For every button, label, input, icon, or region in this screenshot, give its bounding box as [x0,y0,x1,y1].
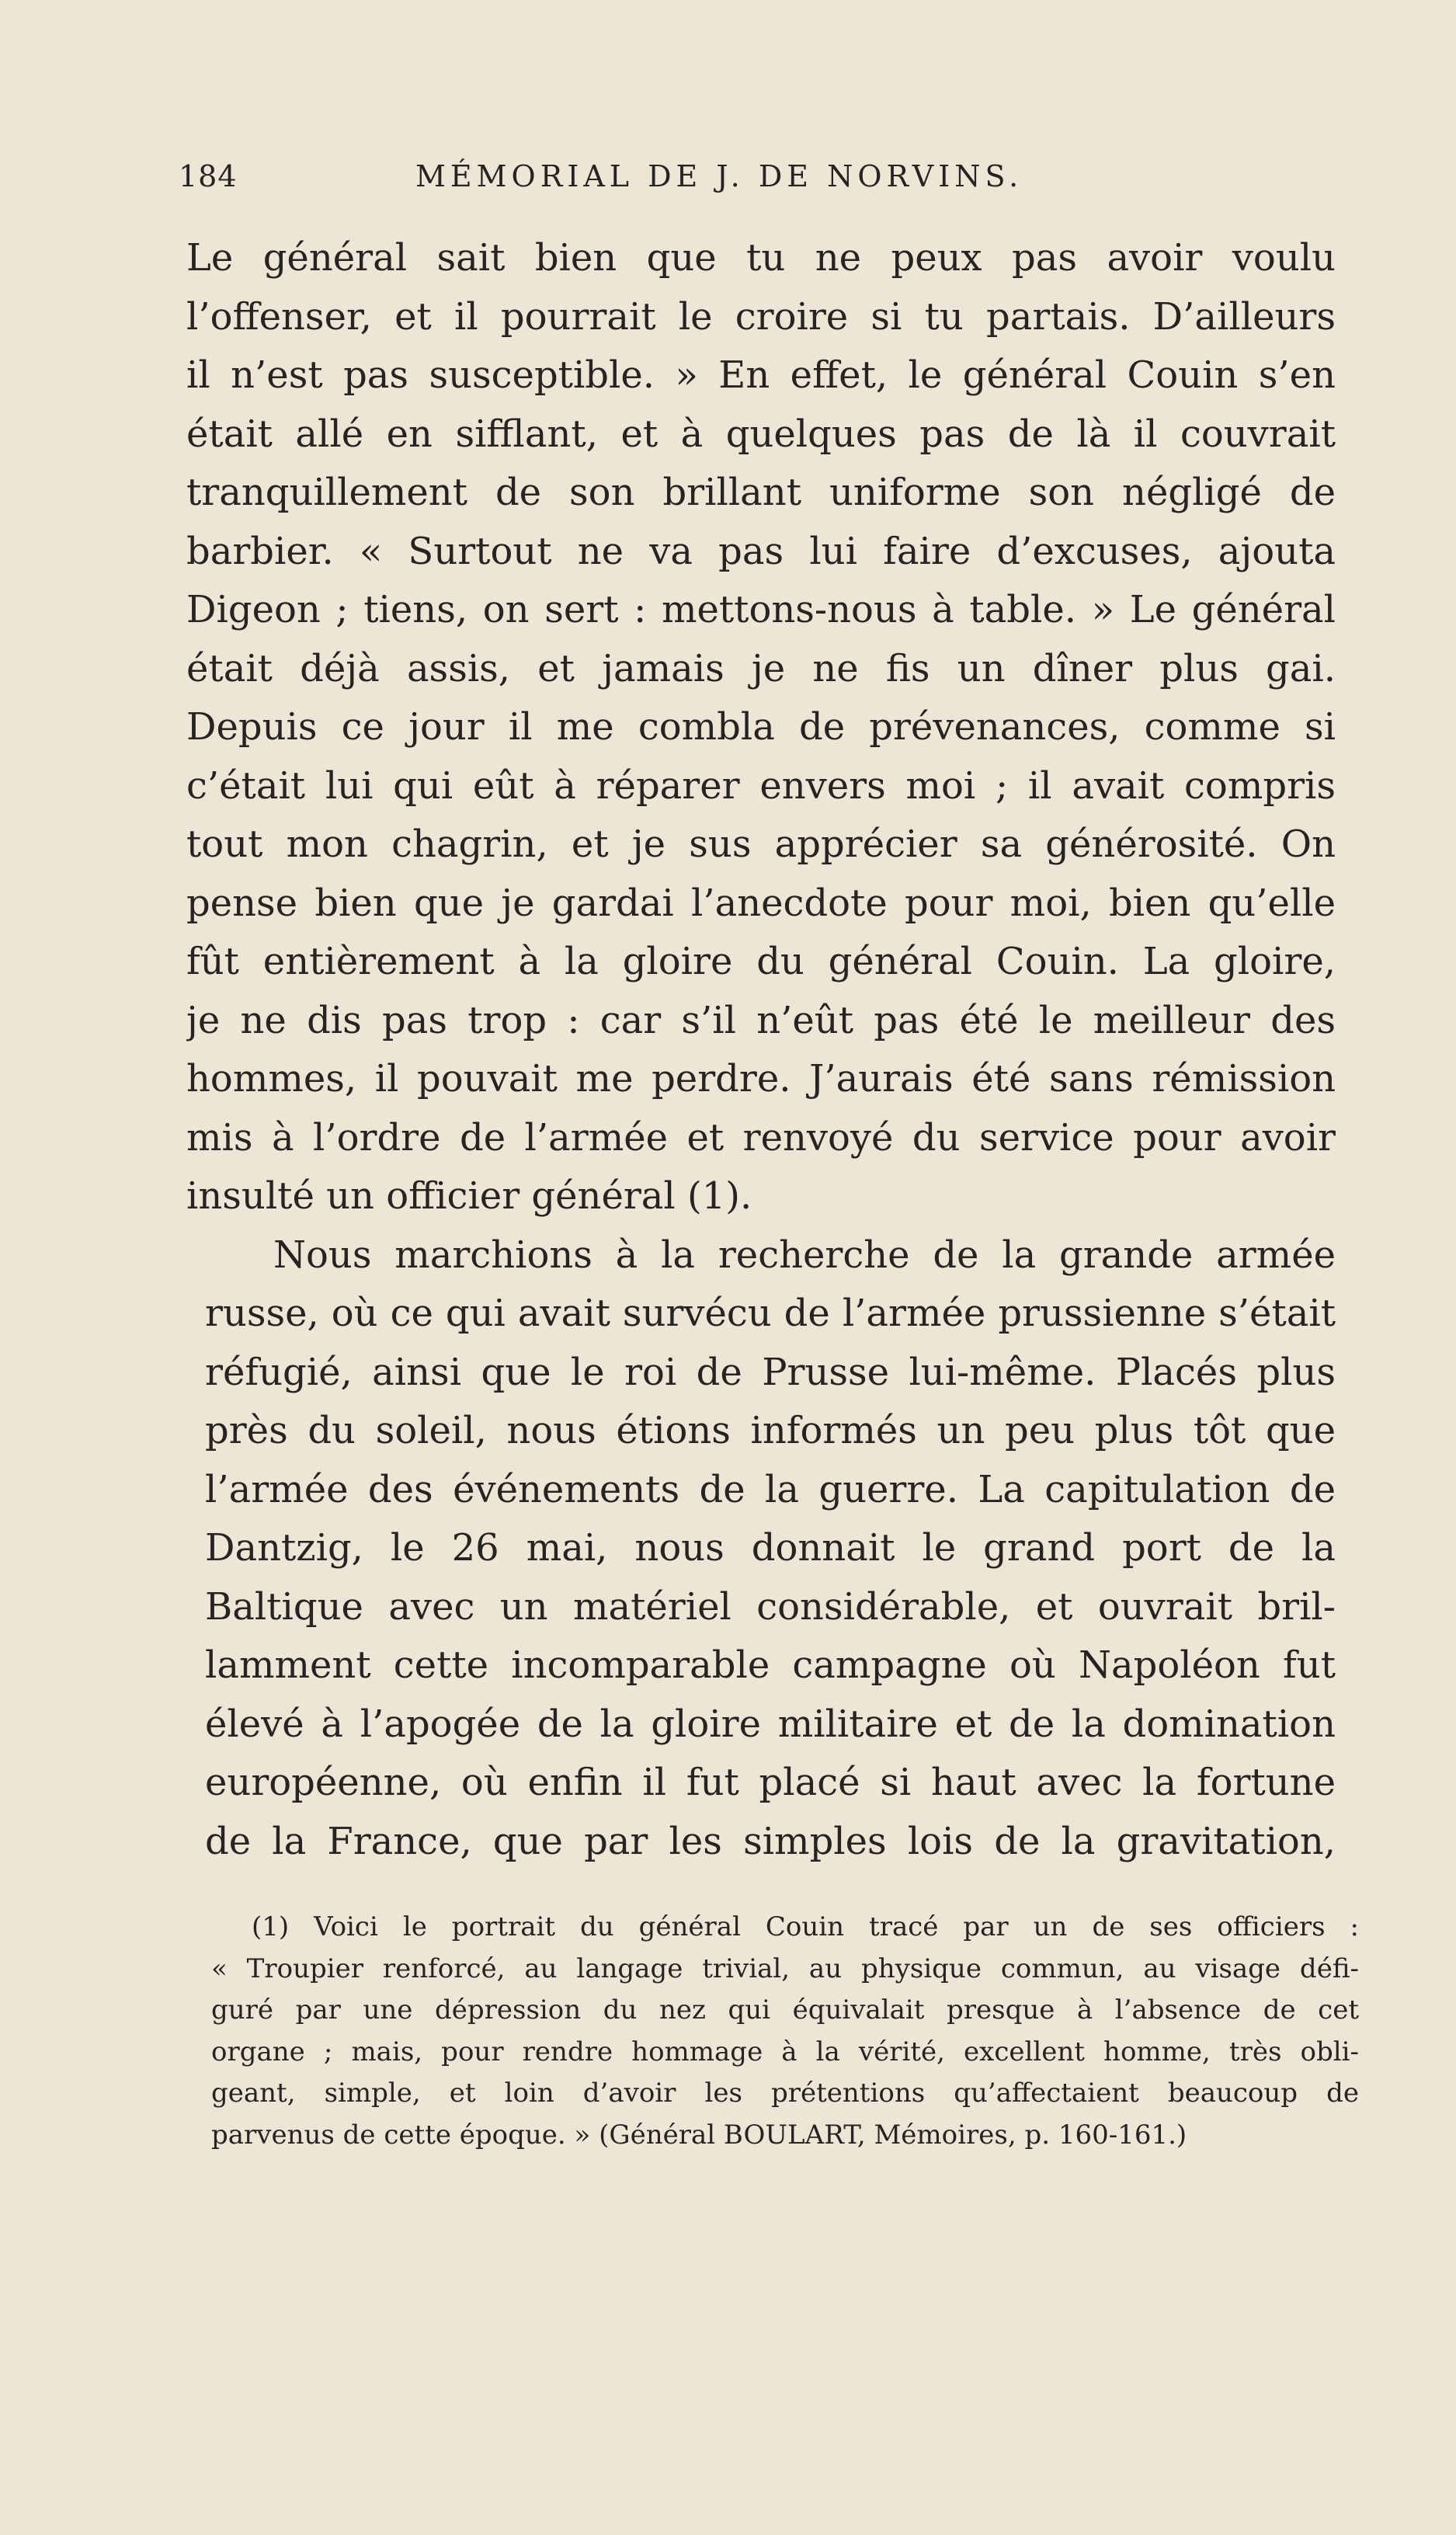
text-line: réfugié, ainsi que le roi de Prusse lui-même. Placés plus [205,1350,1336,1394]
footnote-line: organe ; mais, pour rendre hommage à la vérité, excellent homme, très obli- [211,2036,1359,2067]
text-line: il n’est pas susceptible. » En effet, le général Couin s’en [186,353,1336,397]
text-line: barbier. « Surtout ne va pas lui faire d’excuses, ajouta [186,529,1336,573]
page-number: 184 [179,159,238,193]
text-line: européenne, où enfin il fut placé si haut avec la fortune [205,1761,1336,1804]
text-line: Baltique avec un matériel considérable, et ouvrait bril- [205,1584,1336,1629]
text-line: je ne dis pas trop : car s’il n’eût pas été le meilleur des [186,998,1336,1042]
body-text [186,229,1336,1871]
text-line: fût entièrement à la gloire du général Couin. La gloire, [186,940,1336,983]
text-line: Depuis ce jour il me combla de prévenances, comme si [186,705,1336,749]
footnote [211,1907,1359,2156]
text-line: hommes, il pouvait me perdre. J’aurais été sans rémission [186,1057,1336,1101]
text-line: Dantzig, le 26 mai, nous donnait le grand port de la [205,1526,1336,1570]
footnote-line: guré par une dépression du nez qui équivalait presque à l’absence de cet [211,1994,1359,2026]
paragraph-1 [186,229,1336,1226]
paragraph-2 [205,1226,1336,1872]
text-line: c’était lui qui eût à réparer envers moi ; il avait compris [186,763,1336,808]
text-line: était allé en sifflant, et à quelques pas de là il couvrait [186,412,1336,456]
text-line: mis à l’ordre de l’armée et renvoyé du service pour avoir [186,1115,1336,1160]
text-line: russe, où ce qui avait survécu de l’armée prussienne s’était [205,1292,1336,1335]
text-line: pense bien que je gardai l’anecdote pour moi, bien qu’elle [186,881,1336,925]
text-line: Le général sait bien que tu ne peux pas avoir voulu [186,236,1336,280]
footnote-line: « Troupier renforcé, au langage trivial, au physique commun, au visage défi- [211,1953,1359,1984]
text-line: tout mon chagrin, et je sus apprécier sa générosité. On [186,822,1336,866]
text-line: de la France, que par les simples lois de la gravitation, [205,1819,1336,1863]
footnote-line: geant, simple, et loin d’avoir les prétentions qu’affectaient beaucoup de [211,2078,1359,2109]
text-line: insulté un officier général (1). [186,1174,752,1218]
running-title: MÉMORIAL DE J. DE NORVINS. [415,159,1023,193]
running-head [179,159,1359,206]
text-line: près du soleil, nous étions informés un peu plus tôt que [205,1409,1336,1452]
text-line: l’armée des événements de la guerre. La capitulation de [205,1467,1336,1511]
text-line: Nous marchions à la recherche de la grande armée [273,1233,1336,1277]
text-line: élevé à l’apogée de la gloire militaire et de la domination [205,1702,1336,1746]
footnote-line: parvenus de cette époque. » (Général BOULART, Mémoires, p. 160-161.) [211,2119,1187,2151]
text-line: était déjà assis, et jamais je ne fis un dîner plus gai. [186,646,1336,690]
text-line: l’offenser, et il pourrait le croire si tu partais. D’ailleurs [186,294,1336,339]
text-line: tranquillement de son brillant uniforme son négligé de [186,471,1336,514]
text-line: lamment cette incomparable campagne où Napoléon fut [205,1643,1336,1687]
footnote-line: (1) Voici le portrait du général Couin tracé par un de ses officiers : [252,1911,1359,1942]
text-line: Digeon ; tiens, on sert : mettons-nous à table. » Le général [186,588,1336,631]
